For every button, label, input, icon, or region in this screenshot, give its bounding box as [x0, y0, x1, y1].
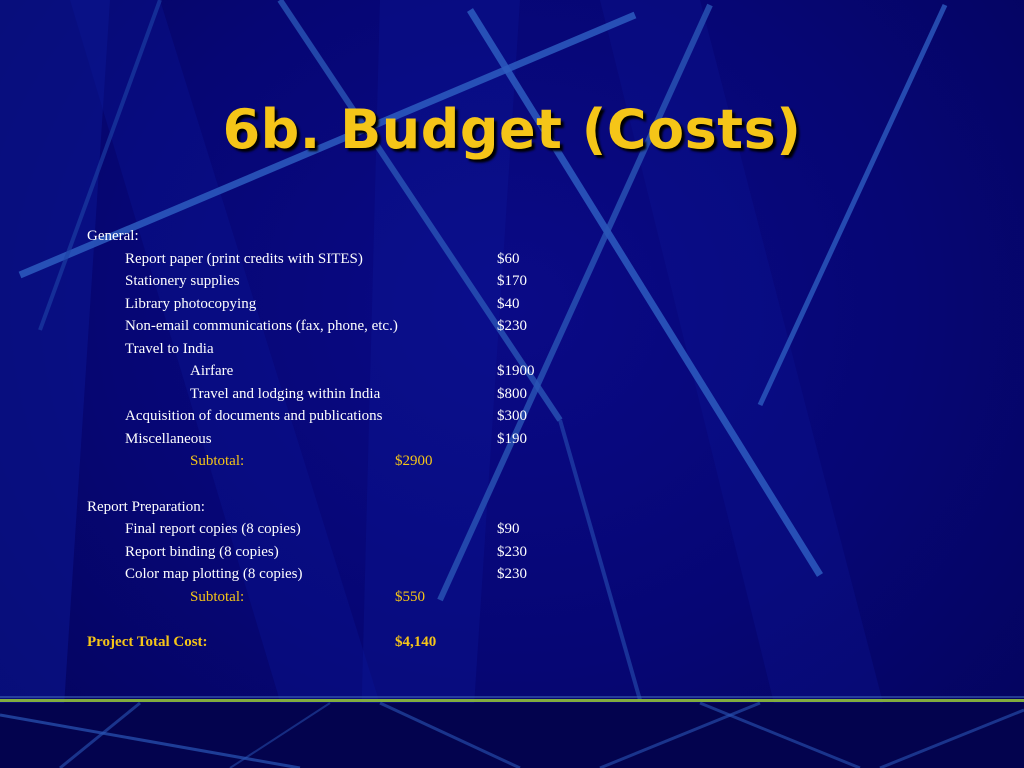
general-item-amount: $60	[497, 251, 520, 267]
report-heading: Report Preparation:	[87, 499, 205, 515]
general-item-amount: $230	[497, 318, 527, 334]
general-item-label: Acquisition of documents and publications	[125, 408, 383, 424]
general-subtotal-label: Subtotal:	[190, 453, 245, 469]
general-heading: General:	[87, 228, 139, 244]
general-item-amount: $300	[497, 408, 527, 424]
general-item-amount: $190	[497, 431, 527, 447]
project-total-value: $4,140	[395, 634, 437, 650]
report-item-label: Report binding (8 copies)	[125, 544, 279, 560]
general-subitem-label: Airfare	[190, 363, 234, 379]
report-item-amount: $230	[497, 566, 527, 582]
report-subtotal-value: $550	[395, 589, 425, 605]
general-item-amount: $800	[497, 386, 527, 402]
general-item-amount: $170	[497, 273, 527, 289]
project-total-label: Project Total Cost:	[87, 634, 208, 650]
general-item-amount: $40	[497, 296, 520, 312]
report-item-amount: $90	[497, 521, 520, 537]
report-item-label: Color map plotting (8 copies)	[125, 566, 303, 582]
general-subitem-label: Travel and lodging within India	[190, 386, 381, 402]
general-subtotal-value: $2900	[395, 453, 433, 469]
slide-title: 6b. Budget (Costs)	[222, 98, 802, 161]
report-item-amount: $230	[497, 544, 527, 560]
general-item-amount: $1900	[497, 363, 535, 379]
general-item-label: Non-email communications (fax, phone, etc.)	[125, 318, 398, 334]
general-item-label: Library photocopying	[125, 296, 257, 312]
general-item-label: Report paper (print credits with SITES)	[125, 251, 363, 267]
general-item-label: Travel to India	[125, 341, 214, 357]
report-item-label: Final report copies (8 copies)	[125, 521, 301, 537]
general-item-label: Miscellaneous	[125, 431, 212, 447]
report-subtotal-label: Subtotal:	[190, 589, 245, 605]
general-item-label: Stationery supplies	[125, 273, 240, 289]
